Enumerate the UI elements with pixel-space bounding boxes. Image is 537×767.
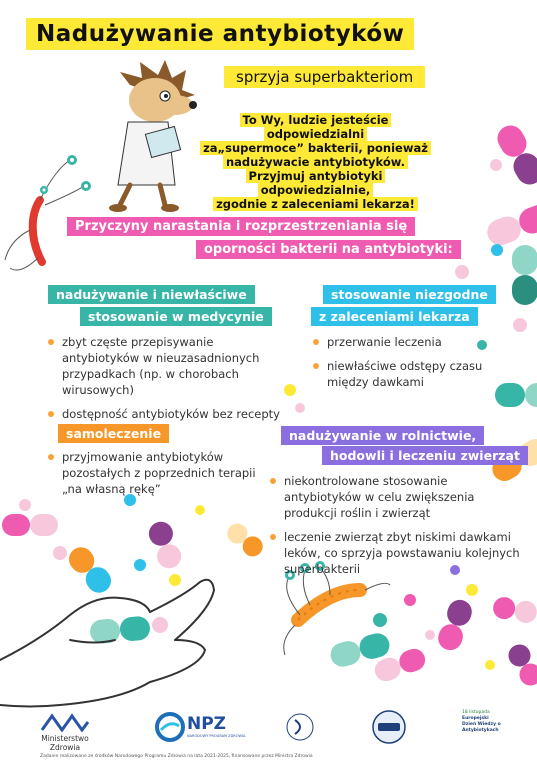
- eaad-logo: [462, 710, 532, 734]
- npz-logo: [155, 712, 246, 742]
- eaad-line2: Dzień Wiedzy o: [462, 722, 501, 727]
- capsule-icon: [64, 542, 116, 597]
- eaad-date: 18 listopada: [462, 710, 490, 715]
- causes-heading-line1: Przyczyny narastania i rozprzestrzeniania się: [67, 217, 415, 236]
- capsule-icon: [223, 519, 266, 560]
- section-medicine-list: [48, 334, 288, 430]
- capsule-icon: [491, 595, 537, 624]
- ministry-label: Ministerstwo Zdrowia: [41, 734, 89, 752]
- capsule-icon: [512, 245, 537, 305]
- section-self-medication-heading: samoleczenie: [58, 424, 169, 443]
- list-item: przyjmowanie antybiotyków pozostałych z poprzednich terapii „na własną rękę”: [48, 449, 263, 497]
- intro-text: [198, 113, 433, 211]
- list-item: zbyt częste przepisywanie antybiotyków w nieuzasadnionych przypadkach (np. w chorobach wirusowych): [48, 334, 288, 398]
- page-subtitle: sprzyja superbakteriom: [224, 66, 425, 88]
- capsule-icon: [435, 596, 475, 653]
- capsule-icon: [495, 383, 537, 407]
- npz-sublabel: NARODOWY PROGRAM ZDROWIA: [187, 734, 246, 738]
- capsule-icon: [493, 121, 537, 189]
- section-medicine-heading2: stosowanie w medycynie: [80, 307, 272, 326]
- intro-line: zgodnie z zaleceniami lekarza!: [213, 197, 418, 211]
- eaad-line1: Europejski: [462, 716, 489, 721]
- intro-line: nadużywacie antybiotyków.: [223, 155, 408, 169]
- npz-mark-icon: [155, 712, 185, 742]
- section-self-medication-list: [48, 449, 263, 505]
- causes-heading-line2: oporności bakterii na antybiotyki:: [196, 240, 461, 259]
- section-agriculture-heading1: nadużywanie w rolnictwie,: [281, 426, 484, 445]
- bacterium-icon: [5, 155, 91, 270]
- capsule-icon: [146, 518, 185, 571]
- page-title: Nadużywanie antybiotyków: [26, 18, 414, 50]
- section-improper-heading2: z zaleceniami lekarza: [311, 307, 478, 326]
- section-medicine-heading1: nadużywanie i niewłaściwe: [48, 285, 255, 304]
- intro-line: Przyjmuj antybiotyki odpowiedzialnie,: [246, 169, 386, 197]
- ministry-mark-icon: [40, 712, 90, 732]
- hedgehog-scientist-icon: [109, 60, 197, 212]
- capsule-icon: [504, 640, 537, 689]
- section-improper-heading1: stosowanie niezgodne: [323, 285, 496, 304]
- institute-logo-icon: [285, 712, 315, 742]
- list-item: dostępność antybiotyków bez recepty: [48, 406, 288, 422]
- list-item: niewłaściwe odstępy czasu między dawkami: [313, 358, 483, 390]
- section-agriculture-list: [270, 473, 520, 585]
- intro-line: za„supermoce” bakterii, ponieważ: [200, 141, 431, 155]
- capsule-icon: [89, 615, 151, 644]
- ministry-logo: [30, 712, 100, 752]
- list-item: niekontrolowane stosowanie antybiotyków w celu zwiększenia produkcji roślin i zwierząt: [270, 473, 520, 521]
- list-item: leczenie zwierząt zbyt niskimi dawkami leków, co sprzyja powstawaniu kolejnych superbakterii: [270, 529, 520, 577]
- list-item: przerwanie leczenia: [313, 334, 483, 350]
- intro-line: To Wy, ludzie jesteście odpowiedzialni: [240, 113, 392, 141]
- eaad-line3: Antybiotykach: [462, 728, 499, 733]
- capsule-icon: [484, 201, 537, 249]
- section-improper-list: [313, 334, 483, 398]
- antibiotic-badge-icon: [372, 710, 406, 744]
- section-agriculture-heading2: hodowli i leczeniu zwierząt: [322, 446, 528, 465]
- npz-label: NPZ: [187, 714, 227, 734]
- footer-disclaimer: Zadanie realizowane ze środków Narodowego Programu Zdrowia na lata 2021-2025, finansowane przez Ministra Zdrowia: [40, 754, 313, 759]
- capsule-icon: [2, 514, 58, 536]
